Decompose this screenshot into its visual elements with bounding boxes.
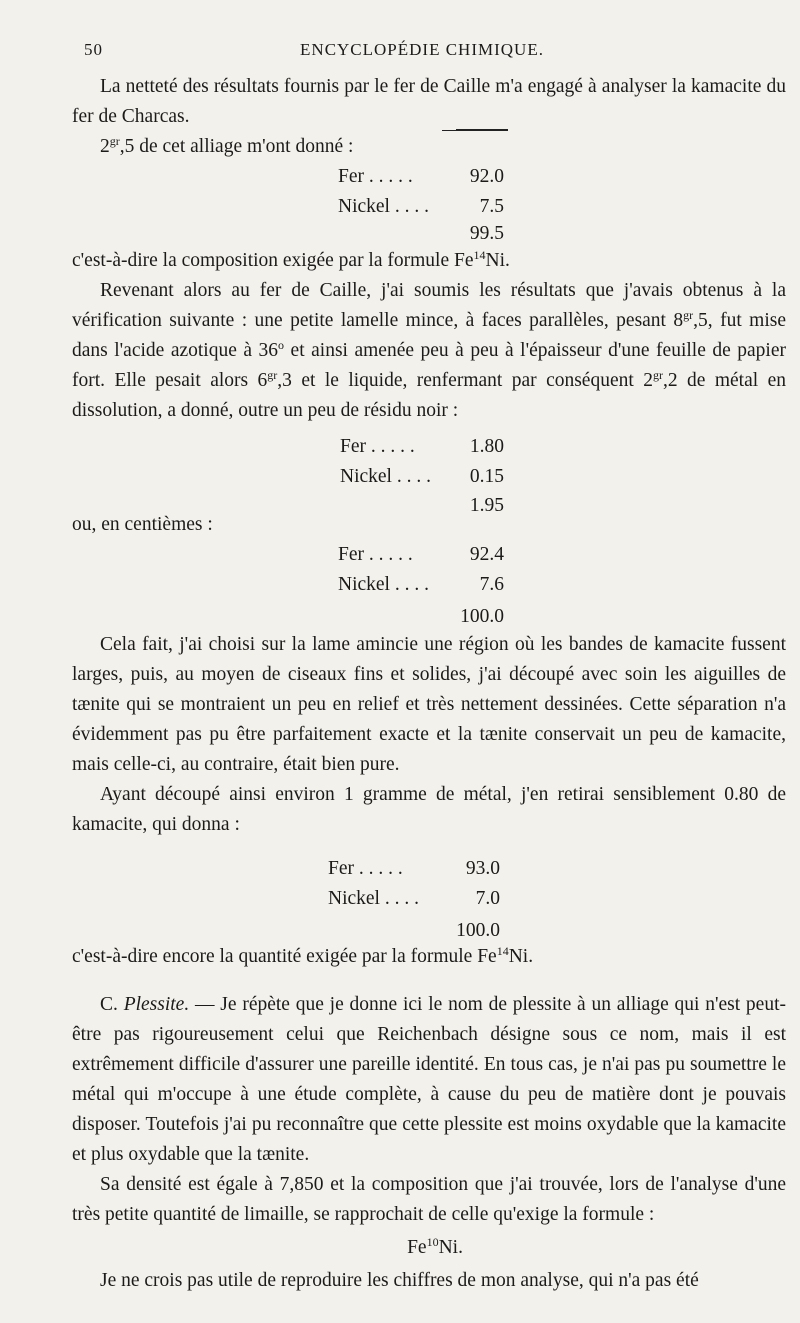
text-run: ,2 de métal en dissolution, a donné, outre un peu de résidu noir : <box>72 370 786 421</box>
paragraph-1: La netteté des résultats fournis par le fer de Caille m'a engagé à analyser la kamacite du fer de Charcas. <box>72 76 786 127</box>
total-value: 100.0 <box>456 920 500 941</box>
element-label: Fer . . . . . <box>338 544 413 565</box>
formula-superscript: 14 <box>496 944 509 958</box>
unit-superscript: gr <box>109 134 120 148</box>
table-total-row <box>72 914 786 944</box>
formula-superscript: 10 <box>426 1235 439 1249</box>
paragraph-4 <box>72 276 786 426</box>
section-title: Plessite. <box>123 994 190 1015</box>
paragraph-6: Ayant découpé ainsi environ 1 gramme de métal, j'en retirai sensiblement 0.80 de kamacite, qui donna : <box>72 784 786 835</box>
text-run: Revenant alors au fer de Caille, j'ai soumis les résultats que j'avais obtenus à la vérification suivante : une petite lamelle mince, à faces parallèles, pesant 8 <box>72 280 786 331</box>
page-header <box>84 40 760 66</box>
table-row <box>72 540 786 570</box>
page-body <box>72 72 786 1296</box>
paragraph-7-text: c'est-à-dire encore la quantité exigée par la formule Fe <box>72 946 497 967</box>
paragraph-2 <box>72 132 786 162</box>
page-number: 50 <box>84 40 103 59</box>
unit-superscript: gr <box>683 308 694 322</box>
formula-line <box>72 1230 786 1266</box>
total-value: 100.0 <box>460 606 504 627</box>
section-plessite <box>72 990 786 1170</box>
running-title: ENCYCLOPÉDIE CHIMIQUE. <box>300 40 544 59</box>
element-label: Nickel . . . . <box>338 574 429 595</box>
element-value: 92.0 <box>469 166 504 187</box>
table-row <box>72 192 786 222</box>
total-value: 99.5 <box>469 223 504 244</box>
formula-tail: Ni. <box>485 250 510 271</box>
element-value: 7.6 <box>479 574 504 595</box>
table-total-row <box>72 221 786 251</box>
paragraph-5: Cela fait, j'ai choisi sur la lame amincie une région où les bandes de kamacite fussent larges, puis, au moyen de ciseaux fins et solides, j'ai découpé avec soin les aiguilles de tænite qui se montraient un peu en relief et très nettement dessinées. Cette séparation n'a évidemment pas pu être parfaitement exacte et la tænite conservait un peu de kamacite, mais celle-ci, au contraire, était bien pure. <box>72 634 786 775</box>
sum-rule <box>442 130 506 131</box>
text-run: ,3 et le liquide, renfermant par conséquent 2 <box>277 370 653 391</box>
formula-superscript: 14 <box>473 248 486 262</box>
total-value: 1.95 <box>469 495 504 516</box>
paragraph-3-text: c'est-à-dire la composition exigée par la formule Fe <box>72 250 474 271</box>
table-row <box>72 884 786 914</box>
table-row <box>72 462 786 492</box>
table-total-row <box>72 600 786 630</box>
element-value: 0.15 <box>469 466 504 487</box>
paragraph-7 <box>72 942 786 972</box>
composition-table-1 <box>72 162 786 246</box>
degree-superscript: o <box>278 338 285 352</box>
element-label: Nickel . . . . <box>340 466 431 487</box>
composition-table-2 <box>72 432 786 518</box>
element-label: Fer . . . . . <box>338 166 413 187</box>
element-label: Nickel . . . . <box>338 196 429 217</box>
element-value: 7.0 <box>475 888 500 909</box>
element-label: Fer . . . . . <box>340 436 415 457</box>
table-total-row <box>72 492 786 522</box>
composition-table-4 <box>72 854 786 944</box>
table-row <box>72 854 786 884</box>
table-row <box>72 432 786 462</box>
element-label: Nickel . . . . <box>328 888 419 909</box>
unit-superscript: gr <box>267 368 278 382</box>
element-value: 92.4 <box>469 544 504 565</box>
unit-superscript: gr <box>652 368 663 382</box>
element-label: Fer . . . . . <box>328 858 403 879</box>
percent-intro: ou, en centièmes : <box>72 514 213 535</box>
formula-base: Fe <box>407 1237 427 1258</box>
paragraph-10: Je ne crois pas utile de reproduire les chiffres de mon analyse, qui n'a pas été <box>100 1270 699 1291</box>
text-run: ,5, fut mise dans l'acide azotique à 36 <box>72 310 786 361</box>
table-row <box>72 570 786 600</box>
formula-tail: Ni. <box>438 1237 463 1258</box>
section-text: — Je répète que je donne ici le nom de plessite à un alliage qui n'est peut-être pas rigoureusement celui que Reichenbach désigne sous ce nom, mais il est extrêmement difficile d'assurer une pareille identité. En tous cas, je n'ai pas pu soumettre le métal qui m'occupe à une étude complète, à cause du peu de matière dont je pouvais disposer. Toutefois j'ai pu reconnaître que cette plessite est moins oxydable que la kamacite et plus oxydable que la tænite. <box>72 994 787 1165</box>
paragraph-9: Sa densité est égale à 7,850 et la composition que j'ai trouvée, lors de l'analyse d'une très petite quantité de limaille, se rapprochait de celle qu'exige la formule : <box>72 1174 786 1225</box>
amount-value: 2 <box>100 136 110 157</box>
table-row <box>72 162 786 192</box>
composition-table-3 <box>72 540 786 630</box>
element-value: 7.5 <box>479 196 504 217</box>
element-value: 93.0 <box>465 858 500 879</box>
section-letter: C. <box>100 994 118 1015</box>
formula-tail: Ni. <box>508 946 534 967</box>
element-value: 1.80 <box>469 436 504 457</box>
paragraph-2-text: ,5 de cet alliage m'ont donné : <box>119 136 354 157</box>
text-run: et ainsi amenée peu à peu à l'épaisseur d'une feuille de papier fort. Elle pesait alors 6 <box>72 340 787 391</box>
